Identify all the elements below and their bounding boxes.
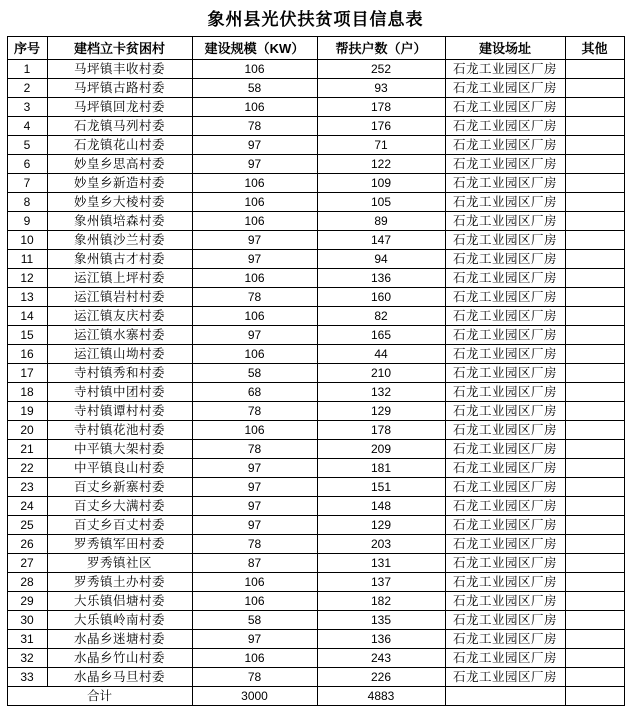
row-index: 16 xyxy=(7,345,47,364)
table-row xyxy=(7,307,624,326)
row-scale: 58 xyxy=(192,611,317,630)
row-other xyxy=(565,592,624,611)
row-other xyxy=(565,402,624,421)
row-index: 24 xyxy=(7,497,47,516)
row-index: 7 xyxy=(7,174,47,193)
row-households: 243 xyxy=(317,649,445,668)
row-index: 32 xyxy=(7,649,47,668)
row-address: 石龙工业园区厂房 xyxy=(445,459,565,478)
row-index: 31 xyxy=(7,630,47,649)
row-index: 20 xyxy=(7,421,47,440)
total-address xyxy=(445,687,565,706)
row-households: 71 xyxy=(317,136,445,155)
row-index: 6 xyxy=(7,155,47,174)
table-row xyxy=(7,136,624,155)
table-row xyxy=(7,231,624,250)
row-address: 石龙工业园区厂房 xyxy=(445,136,565,155)
row-other xyxy=(565,60,624,79)
row-households: 131 xyxy=(317,554,445,573)
row-other xyxy=(565,250,624,269)
table-row xyxy=(7,440,624,459)
row-scale: 97 xyxy=(192,516,317,535)
row-index: 33 xyxy=(7,668,47,687)
table-row xyxy=(7,535,624,554)
row-households: 181 xyxy=(317,459,445,478)
row-address: 石龙工业园区厂房 xyxy=(445,364,565,383)
row-households: 129 xyxy=(317,516,445,535)
table-row xyxy=(7,174,624,193)
row-households: 129 xyxy=(317,402,445,421)
row-address: 石龙工业园区厂房 xyxy=(445,516,565,535)
row-address: 石龙工业园区厂房 xyxy=(445,288,565,307)
row-scale: 97 xyxy=(192,459,317,478)
row-address: 石龙工业园区厂房 xyxy=(445,668,565,687)
row-households: 109 xyxy=(317,174,445,193)
row-village: 石龙镇花山村委 xyxy=(47,136,192,155)
table-row xyxy=(7,421,624,440)
page-title: 象州县光伏扶贫项目信息表 xyxy=(207,10,424,29)
row-address: 石龙工业园区厂房 xyxy=(445,231,565,250)
row-other xyxy=(565,630,624,649)
row-address: 石龙工业园区厂房 xyxy=(445,440,565,459)
row-scale: 106 xyxy=(192,307,317,326)
row-households: 209 xyxy=(317,440,445,459)
row-index: 8 xyxy=(7,193,47,212)
table-row xyxy=(7,402,624,421)
row-address: 石龙工业园区厂房 xyxy=(445,345,565,364)
row-index: 15 xyxy=(7,326,47,345)
row-households: 94 xyxy=(317,250,445,269)
row-village: 象州镇培森村委 xyxy=(47,212,192,231)
row-address: 石龙工业园区厂房 xyxy=(445,554,565,573)
table-row xyxy=(7,269,624,288)
row-village: 水晶乡迷塘村委 xyxy=(47,630,192,649)
row-index: 27 xyxy=(7,554,47,573)
row-address: 石龙工业园区厂房 xyxy=(445,611,565,630)
row-other xyxy=(565,231,624,250)
row-other xyxy=(565,459,624,478)
row-index: 25 xyxy=(7,516,47,535)
row-scale: 97 xyxy=(192,326,317,345)
row-address: 石龙工业园区厂房 xyxy=(445,573,565,592)
row-scale: 106 xyxy=(192,193,317,212)
row-village: 运江镇友庆村委 xyxy=(47,307,192,326)
row-other xyxy=(565,307,624,326)
row-address: 石龙工业园区厂房 xyxy=(445,630,565,649)
row-address: 石龙工业园区厂房 xyxy=(445,383,565,402)
row-village: 寺村镇花池村委 xyxy=(47,421,192,440)
table-row xyxy=(7,383,624,402)
row-address: 石龙工业园区厂房 xyxy=(445,649,565,668)
row-other xyxy=(565,269,624,288)
row-village: 石龙镇马列村委 xyxy=(47,117,192,136)
row-other xyxy=(565,174,624,193)
row-village: 马坪镇古路村委 xyxy=(47,79,192,98)
row-scale: 78 xyxy=(192,668,317,687)
row-scale: 106 xyxy=(192,98,317,117)
table-row xyxy=(7,649,624,668)
row-scale: 97 xyxy=(192,136,317,155)
row-other xyxy=(565,136,624,155)
row-households: 82 xyxy=(317,307,445,326)
column-header-households: 帮扶户数（户） xyxy=(317,37,445,60)
row-households: 137 xyxy=(317,573,445,592)
row-village: 水晶乡竹山村委 xyxy=(47,649,192,668)
row-index: 13 xyxy=(7,288,47,307)
row-address: 石龙工业园区厂房 xyxy=(445,193,565,212)
row-other xyxy=(565,649,624,668)
row-scale: 97 xyxy=(192,497,317,516)
row-index: 17 xyxy=(7,364,47,383)
row-scale: 68 xyxy=(192,383,317,402)
table-row xyxy=(7,459,624,478)
row-households: 151 xyxy=(317,478,445,497)
row-other xyxy=(565,383,624,402)
column-header-other: 其他 xyxy=(565,37,624,60)
column-header-index: 序号 xyxy=(7,37,47,60)
row-scale: 78 xyxy=(192,288,317,307)
row-other xyxy=(565,212,624,231)
row-index: 19 xyxy=(7,402,47,421)
table-total-row xyxy=(7,687,624,706)
row-scale: 106 xyxy=(192,573,317,592)
row-address: 石龙工业园区厂房 xyxy=(445,98,565,117)
row-village: 百丈乡大满村委 xyxy=(47,497,192,516)
row-address: 石龙工业园区厂房 xyxy=(445,212,565,231)
row-index: 5 xyxy=(7,136,47,155)
row-households: 178 xyxy=(317,421,445,440)
row-other xyxy=(565,554,624,573)
row-address: 石龙工业园区厂房 xyxy=(445,79,565,98)
photovoltaic-project-table xyxy=(7,36,625,706)
row-village: 运江镇山坳村委 xyxy=(47,345,192,364)
row-households: 136 xyxy=(317,269,445,288)
row-other xyxy=(565,155,624,174)
row-other xyxy=(565,421,624,440)
row-other xyxy=(565,364,624,383)
table-row xyxy=(7,155,624,174)
row-index: 12 xyxy=(7,269,47,288)
row-address: 石龙工业园区厂房 xyxy=(445,497,565,516)
row-index: 3 xyxy=(7,98,47,117)
row-households: 160 xyxy=(317,288,445,307)
row-index: 22 xyxy=(7,459,47,478)
row-index: 10 xyxy=(7,231,47,250)
row-households: 136 xyxy=(317,630,445,649)
row-village: 妙皇乡大棱村委 xyxy=(47,193,192,212)
table-header xyxy=(7,37,624,60)
row-village: 马坪镇丰收村委 xyxy=(47,60,192,79)
row-households: 148 xyxy=(317,497,445,516)
row-village: 妙皇乡思高村委 xyxy=(47,155,192,174)
table-row xyxy=(7,554,624,573)
row-other xyxy=(565,79,624,98)
row-address: 石龙工业园区厂房 xyxy=(445,174,565,193)
row-village: 中平镇大架村委 xyxy=(47,440,192,459)
table-row xyxy=(7,60,624,79)
row-scale: 106 xyxy=(192,345,317,364)
row-address: 石龙工业园区厂房 xyxy=(445,269,565,288)
row-village: 运江镇水寨村委 xyxy=(47,326,192,345)
table-row xyxy=(7,212,624,231)
row-index: 9 xyxy=(7,212,47,231)
row-households: 105 xyxy=(317,193,445,212)
row-other xyxy=(565,440,624,459)
table-row xyxy=(7,592,624,611)
table-row xyxy=(7,193,624,212)
row-scale: 97 xyxy=(192,250,317,269)
row-village: 罗秀镇社区 xyxy=(47,554,192,573)
row-scale: 97 xyxy=(192,231,317,250)
table-body xyxy=(7,60,624,687)
row-address: 石龙工业园区厂房 xyxy=(445,402,565,421)
row-scale: 97 xyxy=(192,630,317,649)
row-address: 石龙工业园区厂房 xyxy=(445,535,565,554)
row-households: 44 xyxy=(317,345,445,364)
row-index: 29 xyxy=(7,592,47,611)
table-row xyxy=(7,478,624,497)
row-scale: 106 xyxy=(192,269,317,288)
row-scale: 78 xyxy=(192,535,317,554)
table-row xyxy=(7,516,624,535)
row-village: 中平镇良山村委 xyxy=(47,459,192,478)
row-village: 水晶乡马旦村委 xyxy=(47,668,192,687)
row-index: 23 xyxy=(7,478,47,497)
row-households: 182 xyxy=(317,592,445,611)
row-index: 4 xyxy=(7,117,47,136)
row-other xyxy=(565,478,624,497)
row-address: 石龙工业园区厂房 xyxy=(445,155,565,174)
row-scale: 87 xyxy=(192,554,317,573)
row-index: 26 xyxy=(7,535,47,554)
row-village: 象州镇古才村委 xyxy=(47,250,192,269)
table-row xyxy=(7,364,624,383)
row-households: 252 xyxy=(317,60,445,79)
table-footer xyxy=(7,687,624,706)
row-scale: 78 xyxy=(192,117,317,136)
row-address: 石龙工业园区厂房 xyxy=(445,478,565,497)
column-header-scale: 建设规模（KW） xyxy=(192,37,317,60)
row-scale: 106 xyxy=(192,212,317,231)
row-index: 11 xyxy=(7,250,47,269)
table-row xyxy=(7,345,624,364)
row-index: 28 xyxy=(7,573,47,592)
row-other xyxy=(565,516,624,535)
row-households: 135 xyxy=(317,611,445,630)
table-row xyxy=(7,98,624,117)
table-row xyxy=(7,611,624,630)
row-households: 226 xyxy=(317,668,445,687)
row-address: 石龙工业园区厂房 xyxy=(445,60,565,79)
row-address: 石龙工业园区厂房 xyxy=(445,117,565,136)
row-scale: 78 xyxy=(192,402,317,421)
row-index: 18 xyxy=(7,383,47,402)
row-other xyxy=(565,345,624,364)
row-scale: 58 xyxy=(192,79,317,98)
row-village: 运江镇岩村村委 xyxy=(47,288,192,307)
row-households: 176 xyxy=(317,117,445,136)
row-village: 大乐镇岭南村委 xyxy=(47,611,192,630)
row-address: 石龙工业园区厂房 xyxy=(445,307,565,326)
row-scale: 78 xyxy=(192,440,317,459)
table-row xyxy=(7,326,624,345)
table-row xyxy=(7,668,624,687)
row-address: 石龙工业园区厂房 xyxy=(445,421,565,440)
row-village: 百丈乡百丈村委 xyxy=(47,516,192,535)
table-row xyxy=(7,573,624,592)
row-households: 210 xyxy=(317,364,445,383)
row-index: 1 xyxy=(7,60,47,79)
row-index: 2 xyxy=(7,79,47,98)
row-village: 马坪镇回龙村委 xyxy=(47,98,192,117)
row-other xyxy=(565,535,624,554)
table-header-row xyxy=(7,37,624,60)
table-row xyxy=(7,250,624,269)
row-scale: 106 xyxy=(192,592,317,611)
row-index: 30 xyxy=(7,611,47,630)
row-scale: 106 xyxy=(192,649,317,668)
row-households: 165 xyxy=(317,326,445,345)
row-other xyxy=(565,668,624,687)
table-row xyxy=(7,497,624,516)
row-scale: 106 xyxy=(192,174,317,193)
row-scale: 106 xyxy=(192,60,317,79)
row-other xyxy=(565,573,624,592)
row-other xyxy=(565,288,624,307)
row-village: 寺村镇谭村村委 xyxy=(47,402,192,421)
row-other xyxy=(565,611,624,630)
row-village: 寺村镇秀和村委 xyxy=(47,364,192,383)
row-other xyxy=(565,326,624,345)
row-scale: 97 xyxy=(192,155,317,174)
row-address: 石龙工业园区厂房 xyxy=(445,592,565,611)
row-households: 93 xyxy=(317,79,445,98)
row-other xyxy=(565,497,624,516)
total-other xyxy=(565,687,624,706)
row-index: 14 xyxy=(7,307,47,326)
total-households: 4883 xyxy=(317,687,445,706)
row-other xyxy=(565,98,624,117)
row-village: 象州镇沙兰村委 xyxy=(47,231,192,250)
row-scale: 97 xyxy=(192,478,317,497)
total-label: 合计 xyxy=(7,687,192,706)
row-address: 石龙工业园区厂房 xyxy=(445,326,565,345)
row-households: 122 xyxy=(317,155,445,174)
row-households: 89 xyxy=(317,212,445,231)
table-row xyxy=(7,630,624,649)
table-row xyxy=(7,79,624,98)
table-row xyxy=(7,288,624,307)
row-scale: 58 xyxy=(192,364,317,383)
row-households: 203 xyxy=(317,535,445,554)
row-households: 147 xyxy=(317,231,445,250)
row-other xyxy=(565,193,624,212)
column-header-village: 建档立卡贫困村 xyxy=(47,37,192,60)
row-other xyxy=(565,117,624,136)
total-scale: 3000 xyxy=(192,687,317,706)
row-village: 妙皇乡新造村委 xyxy=(47,174,192,193)
row-households: 132 xyxy=(317,383,445,402)
row-address: 石龙工业园区厂房 xyxy=(445,250,565,269)
row-village: 罗秀镇土办村委 xyxy=(47,573,192,592)
row-scale: 106 xyxy=(192,421,317,440)
row-village: 寺村镇中团村委 xyxy=(47,383,192,402)
row-households: 178 xyxy=(317,98,445,117)
row-village: 大乐镇侣塘村委 xyxy=(47,592,192,611)
row-index: 21 xyxy=(7,440,47,459)
row-village: 运江镇上坪村委 xyxy=(47,269,192,288)
row-village: 百丈乡新寨村委 xyxy=(47,478,192,497)
table-row xyxy=(7,117,624,136)
column-header-address: 建设场址 xyxy=(445,37,565,60)
row-village: 罗秀镇军田村委 xyxy=(47,535,192,554)
